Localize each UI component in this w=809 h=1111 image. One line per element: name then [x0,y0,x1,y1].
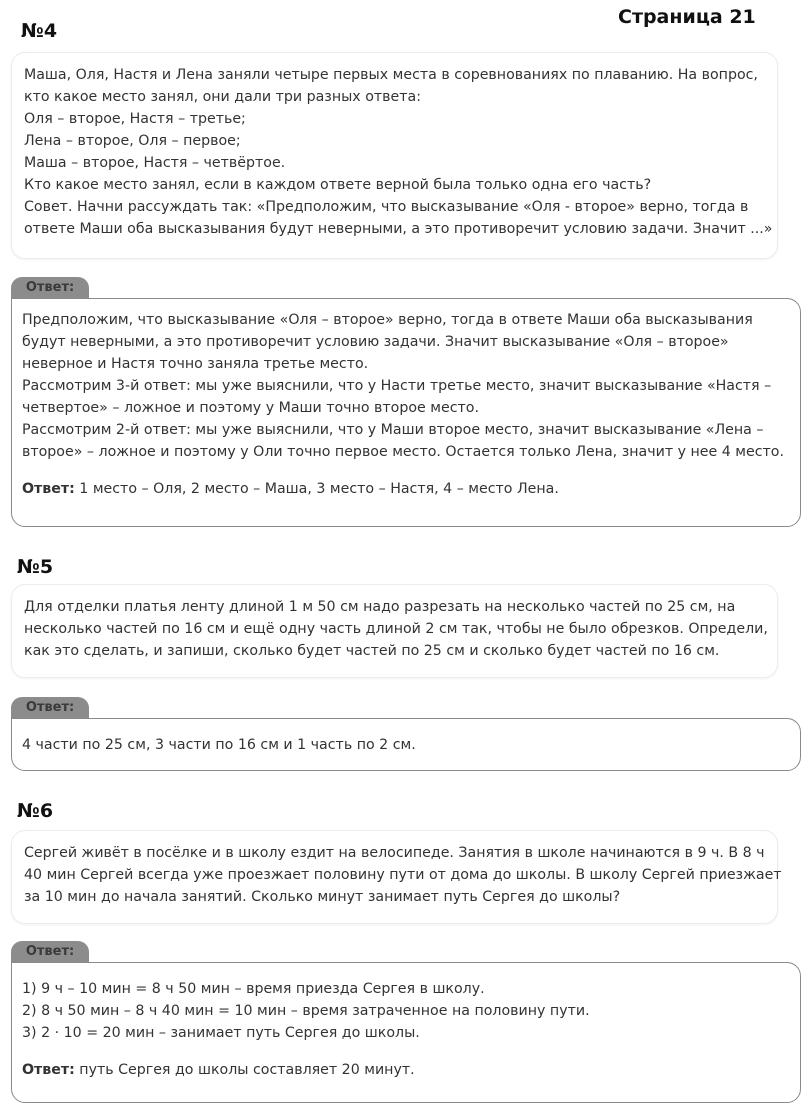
final-answer-label: Ответ: [22,1062,75,1078]
task-6-answer [11,962,801,1103]
problem-line: Маша, Оля, Настя и Лена заняли четыре первых места в соревнованиях по плаванию. На вопрос, [24,67,758,83]
final-answer-label: Ответ: [22,481,75,497]
problem-line: кто какое место занял, они дали три разных ответа: [24,89,421,105]
problem-line: за 10 мин до начала занятий. Сколько минут занимает путь Сергея до школы? [24,889,621,905]
solution-line: Рассмотрим 3-й ответ: мы уже выяснили, что у Насти третье место, значит высказывание «Настя – [22,378,772,394]
task-5-answer [11,718,801,771]
solution-line: 3) 2 · 10 = 20 мин – занимает путь Сергея до школы. [22,1025,420,1041]
problem-line: Совет. Начни рассуждать так: «Предположим, что высказывание «Оля - второе» верно, тогда в [24,199,749,215]
problem-line: ответе Маши оба высказывания будут неверными, а это противоречит условию задачи. Значит ...» [24,221,773,237]
problem-line: Лена – второе, Оля – первое; [24,133,241,149]
solution-line: Предположим, что высказывание «Оля – второе» верно, тогда в ответе Маши оба высказывания [22,312,753,328]
problem-line: 40 мин Сергей всегда уже проезжает половину пути от дома до школы. В школу Сергей приезжает [24,867,782,883]
solution-line: 2) 8 ч 50 мин – 8 ч 40 мин = 10 мин – время затраченное на половину пути. [22,1003,590,1019]
task-6-answer-tab: Ответ: [11,941,89,963]
solution-line: неверное и Настя точно заняла третье место. [22,356,369,372]
solution-line: второе» – ложное и поэтому у Оли точно первое место. Остается только Лена, значит у нее 4 место. [22,444,784,460]
solution-line: 1) 9 ч – 10 мин = 8 ч 50 мин – время приезда Сергея в школу. [22,981,485,997]
final-answer [22,1059,790,1081]
page-label: Страница 21 [618,6,756,28]
solution-line: четвертое» – ложное и поэтому у Маши точно второе место. [22,400,479,416]
problem-line: Маша – второе, Настя – четвёртое. [24,155,286,171]
final-answer [22,478,790,500]
task-4-problem [11,52,778,259]
task-5-answer-tab: Ответ: [11,697,89,719]
problem-line: Для отделки платья ленту длиной 1 м 50 см надо разрезать на несколько частей по 25 см, на [24,599,736,615]
problem-line: Кто какое место занял, если в каждом ответе верной была только одна его часть? [24,177,652,193]
solution-line: будут неверными, а это противоречит условию задачи. Значит высказывание «Оля – второе» [22,334,729,350]
task-6-number: №6 [17,800,54,822]
final-answer-text: 1 место – Оля, 2 место – Маша, 3 место – Настя, 4 – место Лена. [74,481,559,497]
solution-line: 4 части по 25 см, 3 части по 16 см и 1 часть по 2 см. [22,737,416,753]
task-4-answer [11,298,801,527]
final-answer-text: путь Сергея до школы составляет 20 минут. [74,1062,415,1078]
task-6-problem [11,830,782,924]
task-5-problem [11,584,778,678]
solution-line: Рассмотрим 2-й ответ: мы уже выяснили, что у Маши второе место, значит высказывание «Лена – [22,422,764,438]
problem-line: Оля – второе, Настя – третье; [24,111,246,127]
problem-line: несколько частей по 16 см и ещё одну часть длиной 2 см так, чтобы не было обрезков. Определи, [24,621,768,637]
task-5-number: №5 [17,556,54,578]
task-4-number: №4 [21,20,58,42]
task-4-answer-tab: Ответ: [11,277,89,299]
problem-line: как это сделать, и запиши, сколько будет частей по 25 см и сколько будет частей по 16 см. [24,643,720,659]
problem-line: Сергей живёт в посёлке и в школу ездит на велосипеде. Занятия в школе начинаются в 9 ч. В 8 ч [24,845,765,861]
